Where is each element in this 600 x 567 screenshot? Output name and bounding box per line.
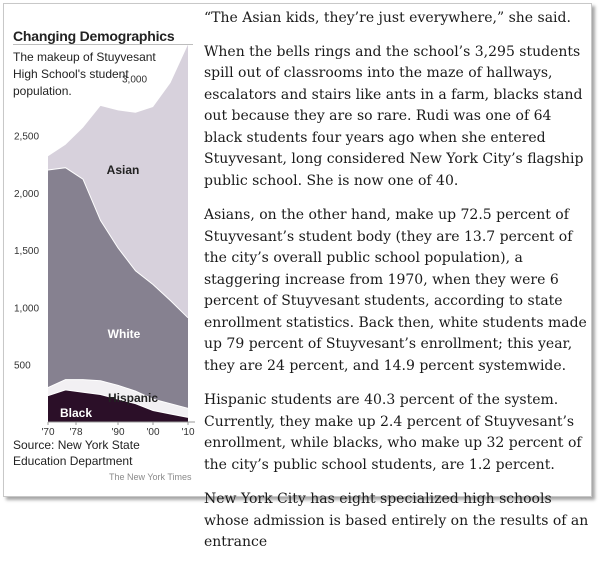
article-paragraph: Asians, on the other hand, make up 72.5 percent of Stuyvesant’s student body (they are 13.7 percent of the city’s overall public school population), a staggering increase from 1970, when they were 6 percent of Stuyvesant students, according to state enrollment statistics. Back then, white students made up 79 percent of Stuyvesant’s enrollment; this year, they are 24 percent, and 14.9 percent systemwide. xyxy=(204,207,587,374)
article-body xyxy=(204,8,589,567)
chart-source: Source: New York State Education Department xyxy=(13,438,140,468)
y-tick-label: 500 xyxy=(14,360,31,372)
y-tick-label: 3,000 xyxy=(122,74,148,86)
x-tick-label: '10 xyxy=(181,427,195,438)
x-tick-label: '00 xyxy=(146,427,160,438)
x-tick-label: '70 xyxy=(41,427,55,438)
screenshot-frame xyxy=(3,3,592,550)
chart-subtitle: The makeup of Stuyvesant High School's student population. xyxy=(13,50,156,98)
demographics-area-chart xyxy=(4,4,197,496)
series-label-hispanic: Hispanic xyxy=(107,391,159,405)
series-label-asian: Asian xyxy=(106,163,140,177)
y-tick-label: 1,500 xyxy=(14,246,40,258)
series-label-black: Black xyxy=(59,406,93,420)
series-label-white: White xyxy=(107,327,141,341)
article-paragraph: When the bells rings and the school’s 3,295 students spill out of classrooms into the maze of hallways, escalators and stairs like ants in a farm, blacks stand out because they are so rare. Rudi was one of 64 black students four years ago when she entered Stuyvesant, long considered New York City’s flagship public school. She is now one of 40. xyxy=(204,43,584,189)
article-paragraph: “The Asian kids, they’re just everywhere,” she said. xyxy=(204,10,571,26)
demographics-sidebar xyxy=(4,4,197,496)
x-tick-label: '78 xyxy=(69,427,83,438)
chart-title: Changing Demographics xyxy=(13,28,175,44)
y-tick-label: 2,000 xyxy=(14,188,40,200)
y-tick-label: 1,000 xyxy=(14,303,40,315)
article-paragraph: New York City has eight specialized high schools whose admission is based entirely on the results of an entrance xyxy=(204,491,589,550)
y-tick-label: 2,500 xyxy=(14,131,40,143)
article-paragraph: Hispanic students are 40.3 percent of the system. Currently, they make up 2.4 percent of Stuyvesant’s enrollment, while blacks, who make up 32 percent of the city’s public school students, are 1.2 percent. xyxy=(204,392,582,473)
chart-credit: The New York Times xyxy=(109,472,192,482)
x-tick-label: '90 xyxy=(111,427,125,438)
